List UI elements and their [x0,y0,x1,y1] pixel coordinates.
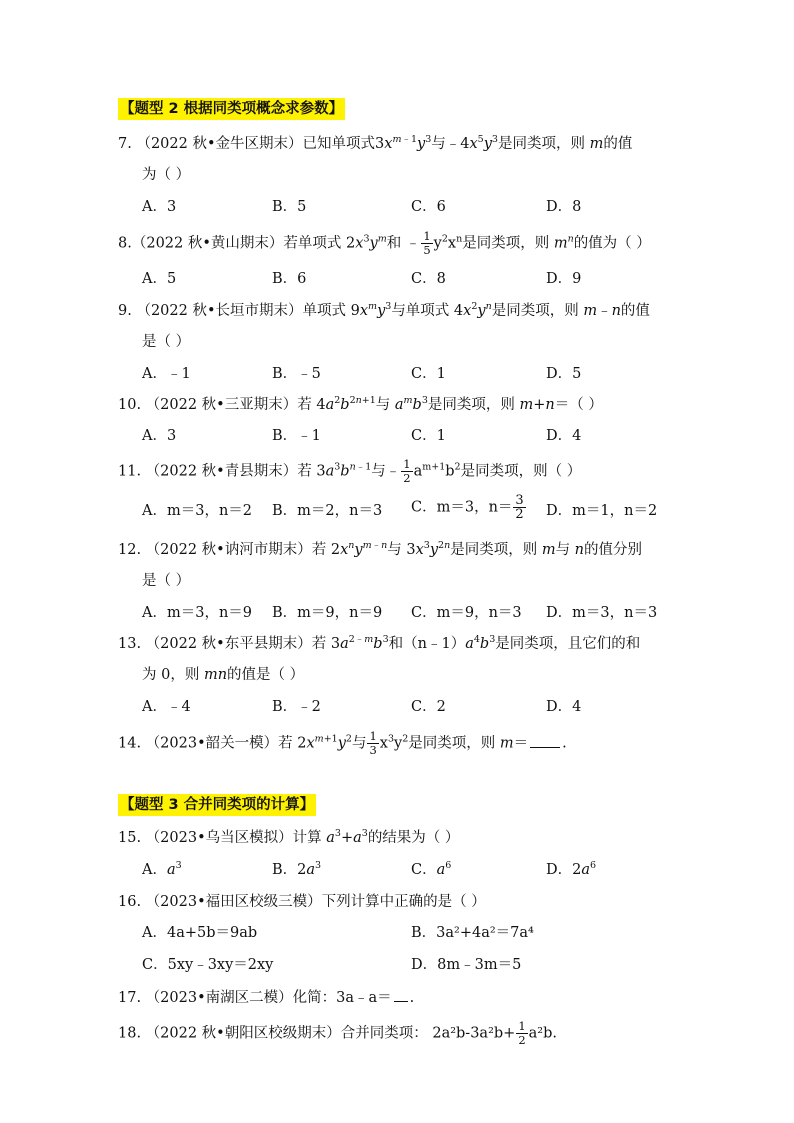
question-16: 16. （2023•福田区校级三模）下列计算中正确的是（ ） [118,894,486,910]
q15-option-b[interactable]: B．$2a^3$ [272,860,322,878]
q9-option-a[interactable]: A．﹣1 [142,366,191,382]
q17-answer-blank[interactable] [394,987,408,1002]
question-11: 11. （2022 秋•青县期末）若 $3a^3b^{n﹣1}$与﹣ $\frac{1}{2}$ $a^{m+1}b^2$是同类项，则（ ） [118,457,582,485]
q7-option-b[interactable]: B．5 [272,199,307,215]
q10-option-c[interactable]: C．1 [411,428,446,444]
question-7-cont: 为（ ） [142,167,191,183]
q15-option-d[interactable]: D．$2a^6$ [546,860,597,878]
q16-option-a[interactable]: A．4a+5b＝9ab [142,925,258,941]
question-13: 13. （2022 秋•东平县期末）若 $3a^{2﹣m}b^3$和$(n﹣1)a^4b^3$是同类项，且它们的和 [118,634,641,652]
q11-option-a[interactable]: A．m＝3，n＝2 [142,503,253,519]
question-9-cont: 是（ ） [142,334,191,350]
q12-option-d[interactable]: D．m＝3，n＝3 [546,605,658,621]
q9-option-b[interactable]: B．﹣5 [272,366,321,382]
q7-option-a[interactable]: A．3 [142,199,177,215]
question-13-cont: 为 0，则 mn的值是（ ） [142,667,305,683]
q11-option-c[interactable]: C．m＝3，n＝ $\frac{3}{2}$ [411,493,524,522]
q15-option-a[interactable]: A．$a^3$ [142,860,182,878]
question-7: 7. （2022 秋•金牛区期末）已知单项式$3x^{m﹣1}y^3$与$﹣4x^5y^3$是同类项，则 m的值 [118,134,633,152]
q8-option-d[interactable]: D．9 [546,271,582,287]
q12-option-a[interactable]: A．m＝3，n＝9 [142,605,253,621]
q14-answer-blank[interactable] [530,733,560,748]
q9-option-c[interactable]: C．1 [411,366,446,382]
question-9: 9. （2022 秋•长垣市期末）单项式 $9x^my^3$与单项式 $4x^2y^n$是同类项，则 m﹣n的值 [118,301,650,319]
question-18: 18. （2022 秋•朝阳区校级期末）合并同类项： 2a²b-3a²b+ $\frac{1}{2}$ a²b. [118,1019,558,1047]
question-15: 15. （2023•乌当区模拟）计算 $a^3+a^3$的结果为（ ） [118,828,460,846]
q7-option-c[interactable]: C．6 [411,199,446,215]
section-3-title: 【题型 3 合并同类项的计算】 [118,794,316,816]
q13-option-d[interactable]: D．4 [546,699,582,715]
section-2-title: 【题型 2 根据同类项概念求参数】 [118,98,345,120]
q8-option-b[interactable]: B．6 [272,271,307,287]
question-12-cont: 是（ ） [142,573,191,589]
q13-option-b[interactable]: B．﹣2 [272,699,321,715]
question-12: 12. （2022 秋•讷河市期末）若 $2x^ny^{m﹣n}$与 $3x^3y^{2n}$是同类项，则 m与 n的值分别 [118,540,643,558]
q15-option-c[interactable]: C．$a^6$ [411,860,452,878]
q8-option-a[interactable]: A．5 [142,271,177,287]
q7-option-d[interactable]: D．8 [546,199,582,215]
question-17: 17. （2023•南湖区二模）化简：3a﹣a＝ . [118,987,414,1008]
q13-option-c[interactable]: C．2 [411,699,446,715]
q10-option-d[interactable]: D．4 [546,428,582,444]
q13-option-a[interactable]: A．﹣4 [142,699,191,715]
q9-option-d[interactable]: D．5 [546,366,582,382]
question-8: 8.（2022 秋•黄山期末）若单项式 $2x^3y^m$和 ﹣ $\frac{1}{5}$ $y^2x^n$是同类项，则 $m^n$的值为（ ） [118,229,651,257]
q16-option-d[interactable]: D．8m﹣3m＝5 [411,957,522,973]
q12-option-c[interactable]: C．m＝9，n＝3 [411,605,522,621]
q16-option-b[interactable]: B．3a²+4a²＝7a⁴ [411,925,534,941]
q11-option-d[interactable]: D．m＝1，n＝2 [546,503,658,519]
question-10: 10. （2022 秋•三亚期末）若 $4a^2b^{2n+1}$与 $a^mb^3$是同类项，则 m+n＝（ ） [118,395,603,413]
question-14: 14. （2023•韶关一模）若 $2x^{m+1}y^2$与 $\frac{1}{3}$ $x^3y^2$是同类项，则 m＝ . [118,729,567,757]
q11-option-b[interactable]: B．m＝2，n＝3 [272,503,383,519]
q16-option-c[interactable]: C．5xy﹣3xy＝2xy [142,957,274,973]
q10-option-b[interactable]: B．﹣1 [272,428,321,444]
q8-option-c[interactable]: C．8 [411,271,446,287]
q10-option-a[interactable]: A．3 [142,428,177,444]
q12-option-b[interactable]: B．m＝9，n＝9 [272,605,383,621]
